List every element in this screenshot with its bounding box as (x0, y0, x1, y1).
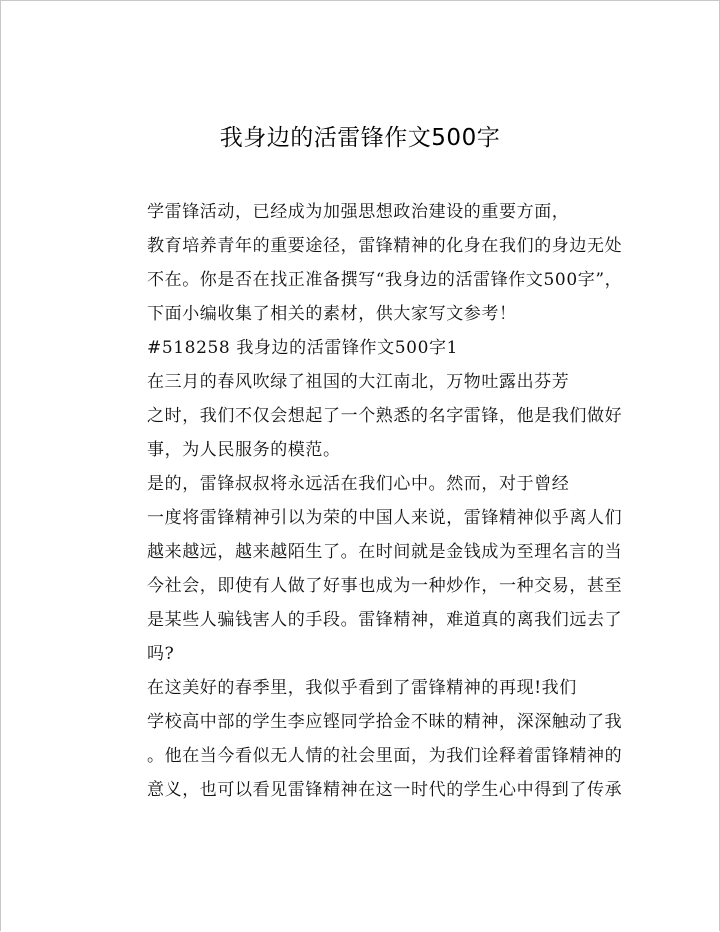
paragraph-essay-heading (109, 331, 617, 365)
text-line: 下面小编收集了相关的素材，供大家写文参考！ (147, 304, 517, 324)
text-line: 今社会，即使有人做了好事也成为一种炒作，一种交易，甚至 (147, 576, 623, 596)
text-line: 教育培养青年的重要途径，雷锋精神的化身在我们的身边无处 (147, 236, 623, 256)
text-line: 是的，雷锋叔叔将永远活在我们心中。然而，对于曾经 (147, 474, 570, 494)
text-line: 一度将雷锋精神引以为荣的中国人来说，雷锋精神似乎离人们 (147, 508, 623, 528)
paragraph-spring (109, 365, 623, 467)
paragraph-beautiful-spring (109, 671, 623, 807)
text-line: 吗? (147, 644, 175, 664)
text-line: #518258 我身边的活雷锋作文500字1 (147, 338, 459, 358)
document-title: 我身边的活雷锋作文500字 (219, 125, 501, 151)
text-line: 。他在当今看似无人情的社会里面，为我们诠释着雷锋精神的 (147, 746, 623, 766)
paragraph-intro (109, 195, 623, 331)
text-line: 在这美好的春季里，我似乎看到了雷锋精神的再现!我们 (147, 678, 577, 698)
text-line: 不在。你是否在找正准备撰写“我身边的活雷锋作文500字”， (147, 270, 623, 290)
text-line: 学雷锋活动，已经成为加强思想政治建设的重要方面， (147, 202, 570, 222)
text-line: 在三月的春风吹绿了祖国的大江南北，万物吐露出芬芳 (147, 372, 570, 392)
text-line: 意义，也可以看见雷锋精神在这一时代的学生心中得到了传承 (147, 780, 623, 800)
text-line: 是某些人骗钱害人的手段。雷锋精神，难道真的离我们远去了 (147, 610, 623, 630)
text-line: 事，为人民服务的模范。 (147, 440, 341, 460)
text-line: 越来越远，越来越陌生了。在时间就是金钱成为至理名言的当 (147, 542, 623, 562)
text-line: 学校高中部的学生李应铿同学拾金不昧的精神，深深触动了我 (147, 712, 623, 732)
document-body (109, 195, 623, 807)
paragraph-yes (109, 467, 623, 671)
text-line: 之时，我们不仅会想起了一个熟悉的名字雷锋，他是我们做好 (147, 406, 623, 426)
